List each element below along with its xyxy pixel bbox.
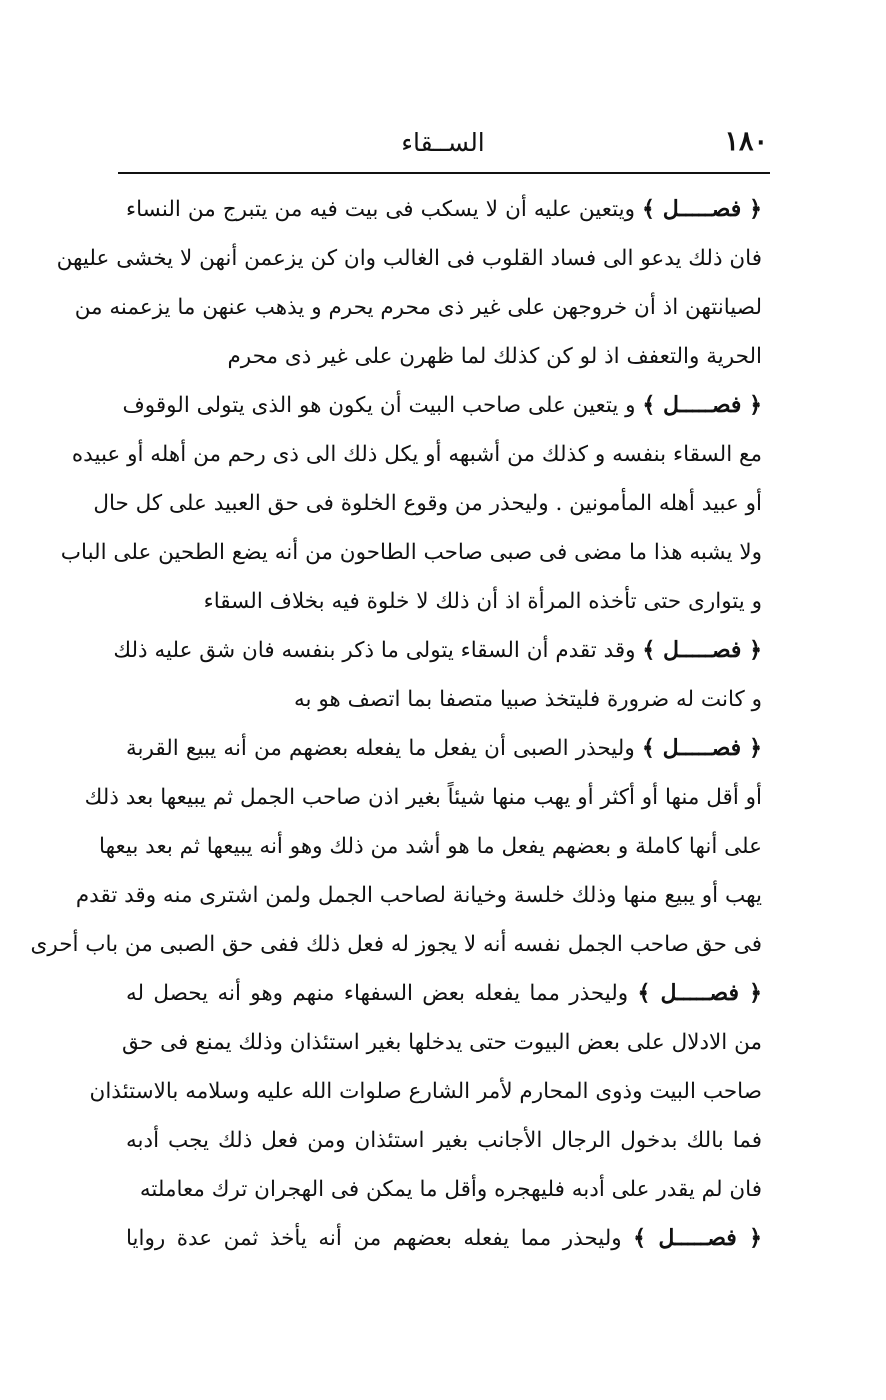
text-line: أو عبيد أهله المأمونين . وليحذر من وقوع الخلوة فى حق العبيد على كل حال — [93, 491, 762, 516]
text-line: و يتوارى حتى تأخذه المرأة اذ أن ذلك لا خلوة فيه بخلاف السقاء — [203, 589, 762, 614]
page-number: ١٨٠ — [724, 126, 768, 157]
text-line: ﴿ فصـــــل ﴾ و يتعين على صاحب البيت أن يكون هو الذى يتولى الوقوف — [122, 392, 762, 418]
header-rule — [118, 172, 770, 174]
section-marker: ﴿ فصـــــل ﴾ — [642, 637, 762, 663]
running-title: الســقاء — [401, 128, 485, 157]
text-line: صاحب البيت وذوى المحارم لأمر الشارع صلوات الله عليه وسلامه بالاستئذان — [89, 1079, 762, 1104]
text-line: من الادلال على بعض البيوت حتى يدخلها بغير استئذان وذلك يمنع فى حق — [122, 1030, 762, 1055]
text-line: لصيانتهن اذ أن خروجهن على غير ذى محرم يحرم و يذهب عنهن ما يزعمنه من — [74, 295, 762, 320]
section-marker: ﴿ فصـــــل ﴾ — [637, 980, 762, 1006]
section-marker: ﴿ فصـــــل ﴾ — [642, 392, 762, 418]
text-body — [30, 185, 762, 1263]
text-line: يهب أو يبيع منها وذلك خلسة وخيانة لصاحب الجمل ولمن اشترى منه وقد تقدم — [75, 883, 762, 908]
text-line: ولا يشبه هذا ما مضى فى صبى صاحب الطاحون من أنه يضع الطحين على الباب — [60, 540, 762, 565]
section-marker: ﴿ فصـــــل ﴾ — [633, 1225, 762, 1251]
text-line: ﴿ فصـــــل ﴾ وليحذر مما يفعله بعضهم من أنه يأخذ ثمن عدة روايا — [126, 1225, 762, 1251]
text-line: فى حق صاحب الجمل نفسه أنه لا يجوز له فعل ذلك ففى حق الصبى من باب أحرى — [30, 932, 762, 957]
section-marker: ﴿ فصـــــل ﴾ — [642, 196, 762, 222]
section-marker: ﴿ فصـــــل ﴾ — [641, 735, 762, 761]
text-line: فان ذلك يدعو الى فساد القلوب فى الغالب وان كن يزعمن أنهن لا يخشى عليهن — [56, 246, 762, 271]
text-line: أو أقل منها أو أكثر أو يهب منها شيئاً بغير اذن صاحب الجمل ثم يبيعها بعد ذلك — [84, 785, 762, 810]
text-line: و كانت له ضرورة فليتخذ صبيا متصفا بما اتصف هو به — [293, 687, 762, 712]
text-line: الحرية والتعفف اذ لو كن كذلك لما ظهرن على غير ذى محرم — [227, 344, 762, 369]
text-line: ﴿ فصـــــل ﴾ وقد تقدم أن السقاء يتولى ما ذكر بنفسه فان شق عليه ذلك — [113, 637, 762, 663]
text-line: ﴿ فصـــــل ﴾ ويتعين عليه أن لا يسكب فى بيت فيه من يتبرج من النساء — [126, 196, 762, 222]
text-line: مع السقاء بنفسه و كذلك من أشبهه أو يكل ذلك الى ذى رحم من أهله أو عبيده — [71, 442, 762, 467]
text-line: فان لم يقدر على أدبه فليهجره وأقل ما يمكن فى الهجران ترك معاملته — [139, 1177, 762, 1202]
page-header — [118, 126, 768, 166]
text-line: فما بالك بدخول الرجال الأجانب بغير استئذان ومن فعل ذلك يجب أدبه — [126, 1128, 762, 1153]
text-line: على أنها كاملة و بعضهم يفعل ما هو أشد من ذلك وهو أنه يبيعها ثم بعد بيعها — [99, 834, 762, 859]
text-line: ﴿ فصـــــل ﴾ وليحذر مما يفعله بعض السفهاء منهم وهو أنه يحصل له — [126, 980, 762, 1006]
text-line: ﴿ فصـــــل ﴾ وليحذر الصبى أن يفعل ما يفعله بعضهم من أنه يبيع القربة — [126, 735, 762, 761]
